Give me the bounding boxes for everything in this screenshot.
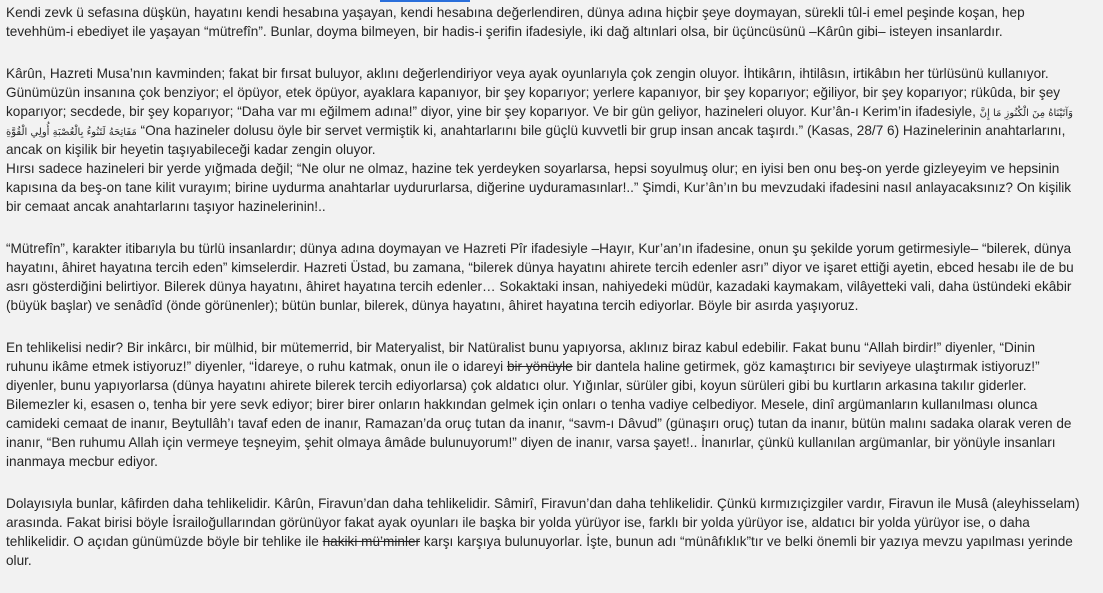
text-line (6, 376, 1101, 395)
text-segment: ruhunu ikâme etmek istiyoruz!” diyenler, “İdareye, o ruhu katmak, onun ile o idareyi (6, 359, 507, 374)
text-line (6, 197, 1101, 216)
text-line (6, 102, 1101, 121)
text-segment: Bilemezler ki, esasen o, tenha bir yere sevk ediyor; birer birer onların hakkından gelmek için onları o tenha vadiye celbediyor. Mesele, dinî argümanların kullanılması olunca (6, 397, 1038, 412)
text-segment: hayatını, âhiret hayatına tercih eden” kimselerdir. Hazreti Üstad, bu zamana, “bilerek dünya hayatını ahirete tercih edenler asrı” diyor ve işaret ettiği ayetin, ebced hesabı ile de bu (6, 260, 1074, 275)
text-segment: karşı karşıya bulunuyorlar. İşte, bunun adı “münâfıklık”tır ve belki önemli bir yazıya mevzu yapılması yerinde (420, 534, 1073, 549)
text-segment: Dolayısıyla bunlar, kâfirden daha tehlikelidir. Kârûn, Firavun’dan daha tehlikelidir. Sâmirî, Firavun’dan daha tehlikelidir. Çünkü kırmızıçizgiler vardır, Firavun ile Musâ (aleyhisselam) (6, 496, 1080, 511)
strikethrough-text: hakiki mü’minler (322, 534, 421, 549)
text-segment: asrı gösterdiğini belirtiyor. Bilerek dünya hayatını, âhiret hayatına tercih edenler… Sokaktaki insan, nahiyedeki müdür, kazadaki kaymakam, vilâyetteki vali, daha üstündeki ekâbir (6, 279, 1072, 294)
text-line (6, 494, 1101, 513)
text-segment: tevehhüm-i ebediyet ile yaşayan “mütrefîn”. Bunlar, doyma bilmeyen, bir hadis-i şerifin ifadesiyle, iki dağ altınlari olsa, bir üçüncüsünü –Kârûn gibi– isteyen insanlardır. (6, 24, 1003, 39)
text-segment: bir dantela haline getirmek, göz kamaştırıcı bir seviyeye ulaştırmak istiyoruz!” (572, 359, 1040, 374)
text-segment: camideki cemaat de inanır, Beytullâh’ı tavaf eden de inanır, Ramazan’da oruç tutan da inanır, “savm-ı Dâvud” (günaşırı oruç) tutan da inanır, bütün malını sadaka olarak veren de (6, 416, 1072, 431)
text-line (6, 140, 1101, 159)
text-segment: bir cemaat ancak anahtarlarını taşıyor hazinelerinin!.. (6, 199, 326, 214)
text-line (6, 513, 1101, 532)
text-segment: olur. (6, 553, 32, 568)
text-segment: tehlikelidir. O açıdan günümüzde böyle bir tehlike ile (6, 534, 323, 549)
text-line (6, 296, 1101, 315)
text-segment: diyenler, bunu yapıyorlarsa (dünya hayatını ahirete bilerek tercih ediyorlarsa) çok aldatıcı olur. Yığınlar, sürüler gibi, koyun sürüleri gibi bu kurtların arkasına takılır giderler. (6, 378, 1027, 393)
text-line (6, 357, 1101, 376)
text-segment: koparıyor; secdede, bir şey koparıyor; “Daha var mı eğilmem adına!” diyor, yine bir şey koparıyor. Ve bir gün geliyor, hazineleri oluyor. Kur’ân-ı Kerim’in ifadesiyle, (6, 104, 980, 119)
text-segment: inanmaya mecbur ediyor. (6, 454, 158, 469)
text-line (6, 395, 1101, 414)
text-segment: Kârûn, Hazreti Musa’nın kavminden; fakat bir fırsat buluyor, aklını değerlendiriyor veya ayak oyunlarıyla çok zengin oluyor. İhtikârın, ihtilâsın, irtikâbın her türlüsünü kullanıyor. (6, 66, 1049, 81)
text-line (6, 532, 1101, 551)
text-segment: Hırsı sadece hazineleri bir yerde yığmada değil; “Ne olur ne olmaz, hazine tek yerdeyken soyarlarsa, hepsi soyulmuş olur; en iyisi ben onu beş-on yerde gizleyeyim ve hepsinin (6, 161, 1060, 176)
text-segment: kapısına da beş-on tane kilit vurayım; birine uydurma anahtarlar uydururlarsa, diğerine uyduramasınlar!..” Şimdi, Kur’ân’ın bu mevzudaki ifadesini nasıl anlayacaksınız? On kişilik (6, 180, 1072, 195)
link-underline-fragment[interactable] (380, 0, 470, 2)
text-segment: (büyük başlar) ve senâdîd (önde görünenler); bütün bunlar, bilerek, dünya hayatını, âhiret hayatına tercih ediyorlar. Böyle bir asırda yaşıyoruz. (6, 298, 859, 313)
paragraph (6, 239, 1101, 315)
text-segment: arasında. Fakat birisi böyle İsrailoğullarından görünüyor fakat ayak oyunları ile başka bir yolda yürüyor ise, farklı bir yolda yürüyor ise, aldatıcı bir yolda yürüyor ise, o daha (6, 515, 1030, 530)
text-line (6, 178, 1101, 197)
text-line (6, 121, 1101, 140)
paragraph (6, 494, 1101, 570)
text-line (6, 277, 1101, 296)
text-line (6, 414, 1101, 433)
text-segment: “Ona hazineler dolusu öyle bir servet vermiştik ki, anahtarlarını bile güçlü kuvvetli bir grup insan ancak taşırdı.” (Kasas, 28/7 6) Hazinelerinin anahtarlarını, (136, 123, 1066, 138)
text-line (6, 3, 1101, 22)
text-segment: Kendi zevk ü sefasına düşkün, hayatını kendi hesabına yaşayan, kendi hesabına değerlendiren, dünya adına hiçbir şeye doymayan, sürekli tûl-i emel peşinde koşan, hep (6, 5, 1025, 20)
paragraph (6, 159, 1101, 216)
arabic-verse-text: مَفَاتِحَهُ لَتَنُوءُ بِالْعُصْبَةِ أُولِي الْقُوَّةِ (6, 127, 137, 138)
text-segment: Günümüzün insanına çok benziyor; el öpüyor, etek öpüyor, ayaklara kapanıyor, bir şey koparıyor; yerlere kapanıyor, bir şey koparıyor; eğiliyor, bir şey koparıyor; rükûda, bir şey (6, 85, 1061, 100)
article-body (6, 3, 1101, 593)
text-line (6, 338, 1101, 357)
text-line (6, 551, 1101, 570)
text-line (6, 433, 1101, 452)
paragraph (6, 64, 1101, 159)
text-segment: “Mütrefîn”, karakter itibarıyla bu türlü insanlardır; dünya adına doymayan ve Hazreti Pîr ifadesiyle –Hayır, Kur’an’ın ifadesine, onun şu şekilde yorum getirmesiyle– “bilerek, dünya (6, 241, 1072, 256)
text-segment: inanır, “Ben ruhumu Allah için vermeye teşneyim, şehit olmaya âmâde bulunuyorum!” diyen de inanır, varsa şayet!.. İnanırlar, çünkü kullanılan argümanlar, bir yönüyle insanları (6, 435, 1056, 450)
paragraph (6, 3, 1101, 41)
text-line (6, 452, 1101, 471)
text-line (6, 239, 1101, 258)
text-line (6, 83, 1101, 102)
text-line (6, 159, 1101, 178)
text-line (6, 22, 1101, 41)
text-segment: En tehlikelisi nedir? Bir inkârcı, bir mülhid, bir mütemerrid, bir Materyalist, bir Natüralist bunu yapıyorsa, aklınız biraz kabul edebilir. Fakat bunu “Allah birdir!” diyenler, “Dinin (6, 340, 1036, 355)
strikethrough-text: bir yönüyle (506, 359, 573, 374)
text-line (6, 64, 1101, 83)
text-line (6, 258, 1101, 277)
paragraph (6, 338, 1101, 471)
arabic-verse-text: وَآتَيْنَاهُ مِنَ الْكُنُوزِ مَا إِنَّ (979, 108, 1073, 119)
text-segment: ancak on kişilik bir heyetin taşıyabileceği kadar zengin oluyor. (6, 142, 376, 157)
